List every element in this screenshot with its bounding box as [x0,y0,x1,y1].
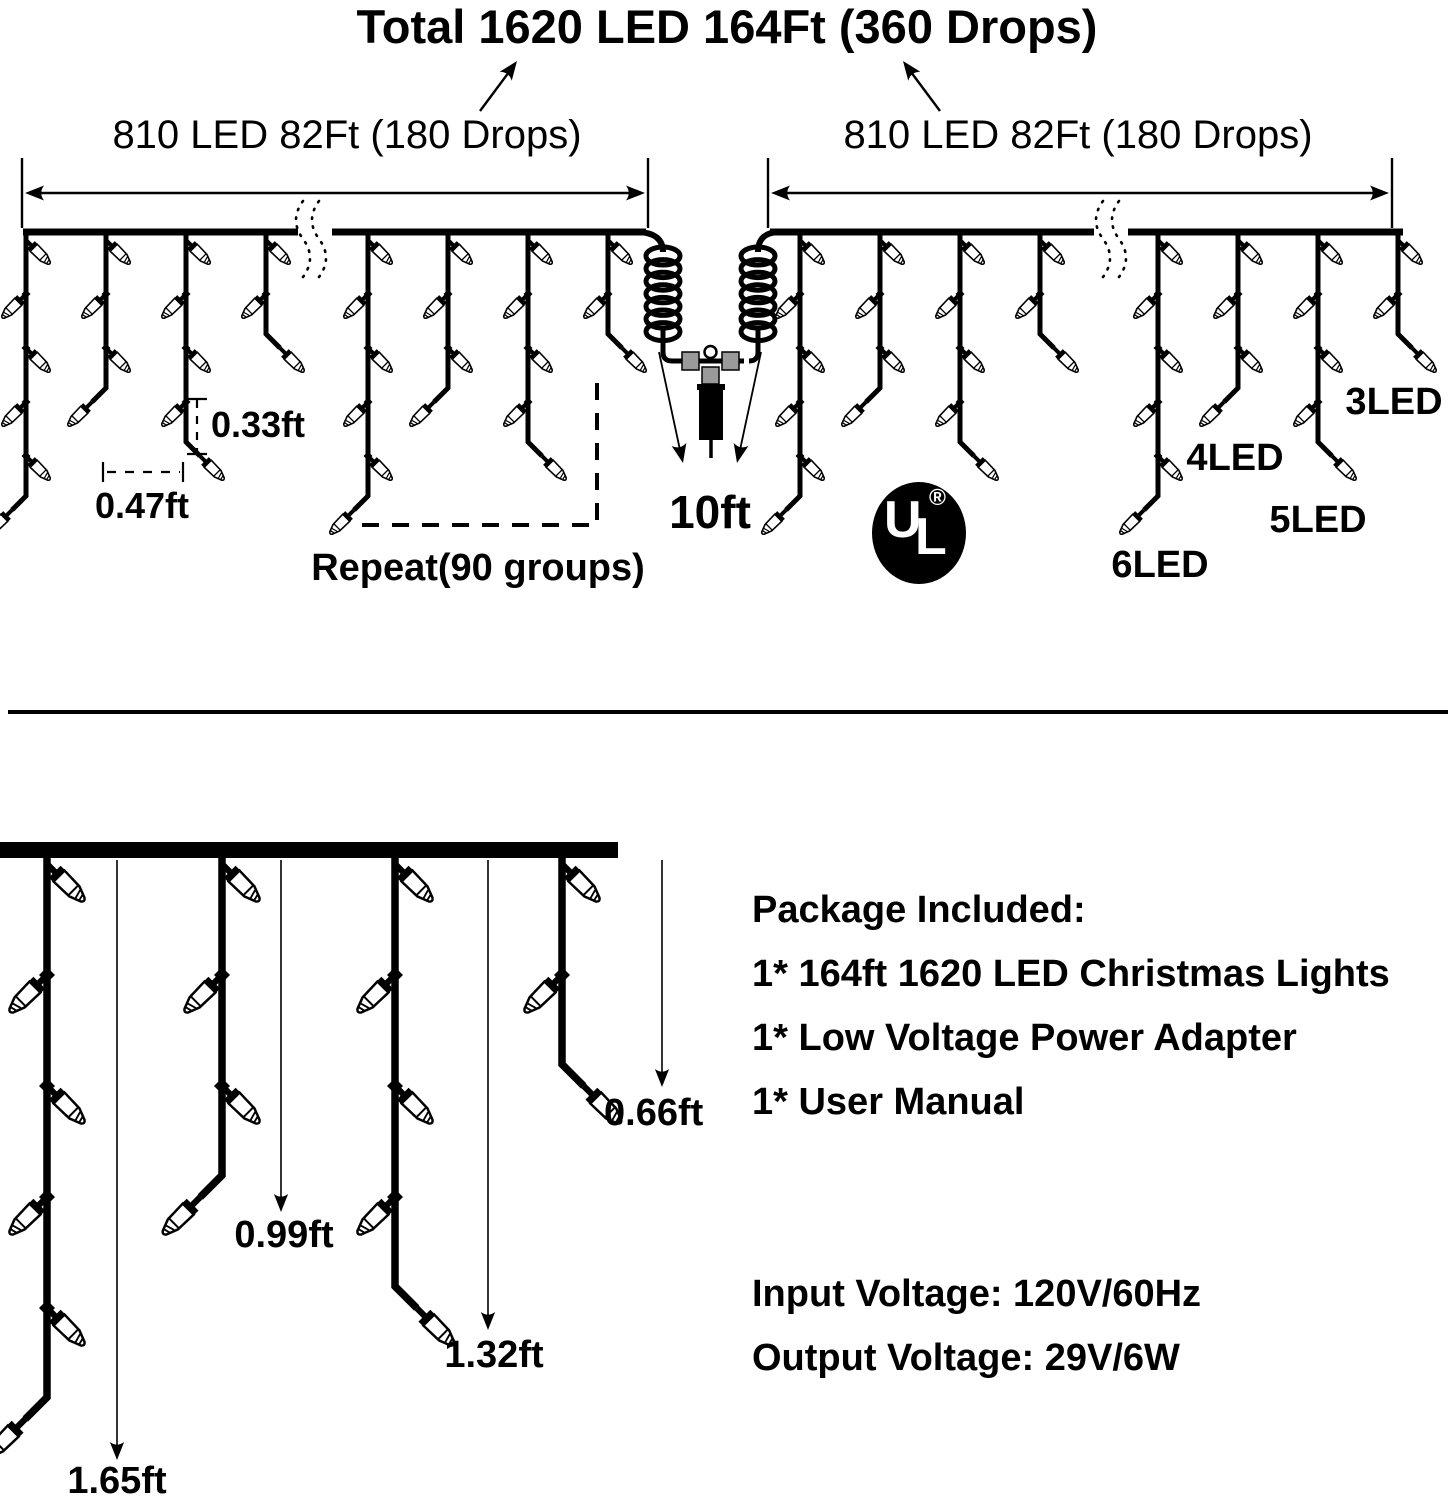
drop-type-3led-label: 3LED [1345,381,1443,423]
drop-length-1-65-label: 1.65ft [67,1460,167,1500]
right-section-label: 810 LED 82Ft (180 Drops) [843,113,1313,157]
ul-logo-letter-u: U [884,491,922,549]
drop-type-4led-label: 4LED [1186,437,1284,479]
repeat-label: Repeat(90 groups) [311,547,645,589]
drop-length-1-32-label: 1.32ft [444,1334,544,1376]
drop-length-0-99-label: 0.99ft [234,1214,334,1256]
output-voltage-spec: Output Voltage: 29V/6W [752,1337,1180,1379]
drop-length-0-66-label: 0.66ft [604,1092,704,1134]
drop-type-5led-label: 5LED [1269,499,1367,541]
package-item-adapter: 1* Low Voltage Power Adapter [752,1017,1297,1059]
package-item-lights: 1* 164ft 1620 LED Christmas Lights [752,953,1390,995]
led-spacing-label: 0.33ft [211,404,306,445]
drop-spacing-label: 0.47ft [94,485,190,526]
input-voltage-spec: Input Voltage: 120V/60Hz [752,1273,1202,1315]
ul-logo-registered-icon: ® [929,484,946,510]
lead-wire-length-label: 10ft [669,486,751,538]
drop-type-6led-label: 6LED [1111,544,1209,586]
left-section-label: 810 LED 82Ft (180 Drops) [112,113,582,157]
ul-logo-letter-l: L [915,508,947,566]
package-heading: Package Included: [752,889,1086,931]
package-item-manual: 1* User Manual [752,1081,1025,1123]
diagram-title: Total 1620 LED 164Ft (360 Drops) [356,0,1098,53]
